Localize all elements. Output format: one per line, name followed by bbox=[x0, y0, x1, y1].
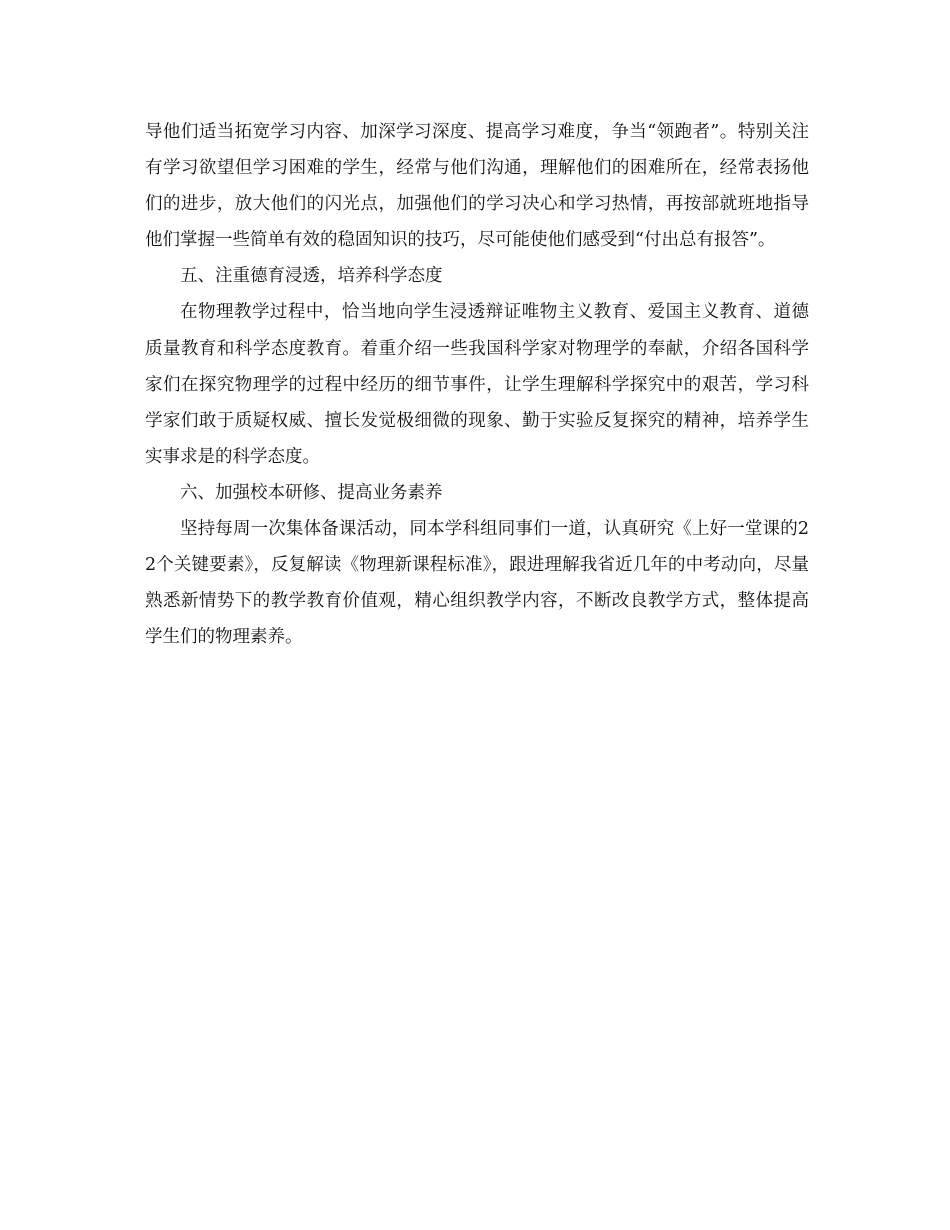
body-paragraph-continuation: 导他们适当拓宽学习内容、加深学习深度、提高学习难度，争当“领跑者”。特别关注有学习欲望但学习困难的学生，经常与他们沟通，理解他们的困难所在，经常表扬他们的进步，放大他们的闪光点，加强他们的学习决心和学习热情，再按部就班地指导他们掌握一些简单有效的稳固知识的技巧，尽可能使他们感受到“付出总有报答”。 bbox=[145, 122, 809, 251]
section-heading-6: 六、加强校本研修、提高业务素养 bbox=[180, 482, 443, 503]
document-body bbox=[145, 114, 809, 655]
body-paragraph-section-5: 在物理教学过程中，恰当地向学生浸透辩证唯物主义教育、爱国主义教育、道德质量教育和科学态度教育。着重介绍一些我国科学家对物理学的奉献，介绍各国科学家们在探究物理学的过程中经历的细节事件，让学生理解科学探究中的艰苦，学习科学家们敢于质疑权威、擅长发觉极细微的现象、勤于实验反复探究的精神，培养学生实事求是的科学态度。 bbox=[145, 302, 809, 467]
body-paragraph-section-6: 坚持每周一次集体备课活动，同本学科组同事们一道，认真研究《上好一堂课的22个关键要素》，反复解读《物理新课程标准》，跟进理解我省近几年的中考动向，尽量熟悉新情势下的教学教育价值观，精心组织教学内容，不断改良教学方式，整体提高学生们的物理素养。 bbox=[145, 519, 809, 648]
section-heading-5: 五、注重德育浸透，培养科学态度 bbox=[180, 266, 443, 287]
